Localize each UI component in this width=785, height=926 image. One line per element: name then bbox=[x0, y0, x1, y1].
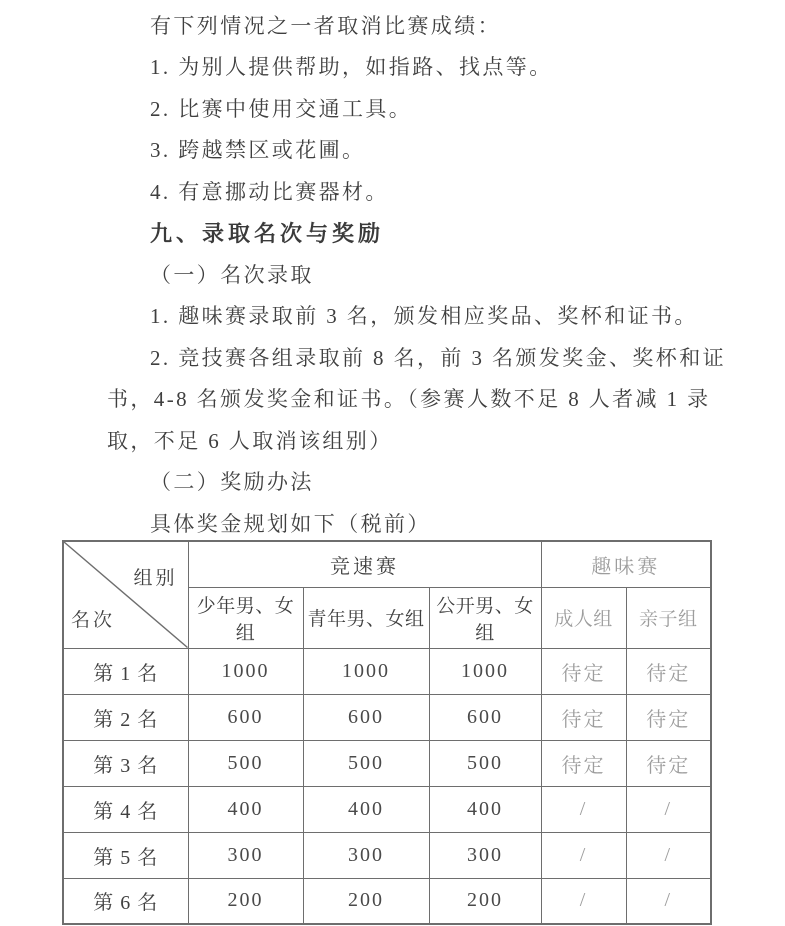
prize-cell: 待定 bbox=[541, 648, 626, 694]
prize-cell: / bbox=[541, 878, 626, 924]
table-row bbox=[63, 832, 711, 878]
paragraph-line: 2. 竞技赛各组录取前 8 名，前 3 名颁发奖金、奖杯和证 bbox=[150, 345, 726, 370]
prize-cell: 500 bbox=[429, 740, 541, 786]
table-row bbox=[63, 694, 711, 740]
prize-cell: 300 bbox=[429, 832, 541, 878]
prize-cell: 200 bbox=[188, 878, 303, 924]
table-row bbox=[63, 878, 711, 924]
paragraph-line: 4. 有意挪动比赛器材。 bbox=[150, 179, 389, 204]
prize-table bbox=[62, 540, 712, 925]
prize-cell: / bbox=[626, 786, 711, 832]
column-group-header-speed-race: 竞速赛 bbox=[188, 541, 541, 587]
table-row bbox=[63, 786, 711, 832]
table-corner-cell bbox=[63, 541, 188, 648]
rank-cell: 第 6 名 bbox=[63, 878, 188, 924]
prize-cell: 待定 bbox=[541, 694, 626, 740]
paragraph-line: （一）名次录取 bbox=[150, 262, 314, 287]
prize-cell: 500 bbox=[303, 740, 429, 786]
rank-cell: 第 1 名 bbox=[63, 648, 188, 694]
prize-cell: 400 bbox=[188, 786, 303, 832]
prize-cell: / bbox=[626, 878, 711, 924]
paragraph-line: 书，4-8 名颁发奖金和证书。（参赛人数不足 8 人者减 1 录 bbox=[107, 387, 711, 412]
prize-cell: 待定 bbox=[626, 694, 711, 740]
paragraph-line: 取，不足 6 人取消该组别） bbox=[107, 428, 393, 453]
paragraph-line: 有下列情况之一者取消比赛成绩： bbox=[150, 13, 501, 38]
rank-cell: 第 5 名 bbox=[63, 832, 188, 878]
prize-cell: 600 bbox=[188, 694, 303, 740]
paragraph-line: 3. 跨越禁区或花圃。 bbox=[150, 138, 366, 163]
prize-cell: / bbox=[541, 832, 626, 878]
prize-cell: 200 bbox=[303, 878, 429, 924]
prize-cell: 待定 bbox=[626, 740, 711, 786]
prize-cell: 600 bbox=[303, 694, 429, 740]
corner-label-group: 组别 bbox=[133, 568, 178, 589]
prize-cell: 待定 bbox=[541, 740, 626, 786]
paragraph-line: 1. 为别人提供帮助，如指路、找点等。 bbox=[150, 55, 553, 80]
prize-cell: 500 bbox=[188, 740, 303, 786]
prize-cell: 400 bbox=[303, 786, 429, 832]
rank-cell: 第 3 名 bbox=[63, 740, 188, 786]
prize-cell: 1000 bbox=[188, 648, 303, 694]
prize-cell: 待定 bbox=[626, 648, 711, 694]
prize-cell: 400 bbox=[429, 786, 541, 832]
corner-label-rank: 名次 bbox=[71, 609, 116, 631]
prize-cell: 600 bbox=[429, 694, 541, 740]
prize-cell: 200 bbox=[429, 878, 541, 924]
prize-cell: 300 bbox=[303, 832, 429, 878]
document-body-text bbox=[107, 4, 727, 544]
paragraph-line: 具体奖金规划如下（税前） bbox=[150, 511, 431, 536]
column-group-header-fun-race: 趣味赛 bbox=[541, 541, 711, 587]
prize-cell: 300 bbox=[188, 832, 303, 878]
column-header-youth: 青年男、女组 bbox=[303, 587, 429, 648]
column-header-junior: 少年男、女组 bbox=[188, 587, 303, 648]
table-row bbox=[63, 648, 711, 694]
paragraph-line: （二）奖励办法 bbox=[150, 470, 314, 495]
prize-cell: 1000 bbox=[303, 648, 429, 694]
prize-cell: / bbox=[541, 786, 626, 832]
diagonal-divider-icon bbox=[64, 542, 188, 648]
prize-cell: / bbox=[626, 832, 711, 878]
paragraph-line: 2. 比赛中使用交通工具。 bbox=[150, 96, 413, 121]
rank-cell: 第 4 名 bbox=[63, 786, 188, 832]
column-header-parent-child: 亲子组 bbox=[626, 587, 711, 648]
prize-cell: 1000 bbox=[429, 648, 541, 694]
table-row bbox=[63, 740, 711, 786]
column-header-adult: 成人组 bbox=[541, 587, 626, 648]
column-header-open: 公开男、女组 bbox=[429, 587, 541, 648]
section-heading: 九、录取名次与奖励 bbox=[150, 220, 385, 246]
paragraph-line: 1. 趣味赛录取前 3 名，颁发相应奖品、奖杯和证书。 bbox=[150, 304, 698, 329]
rank-cell: 第 2 名 bbox=[63, 694, 188, 740]
